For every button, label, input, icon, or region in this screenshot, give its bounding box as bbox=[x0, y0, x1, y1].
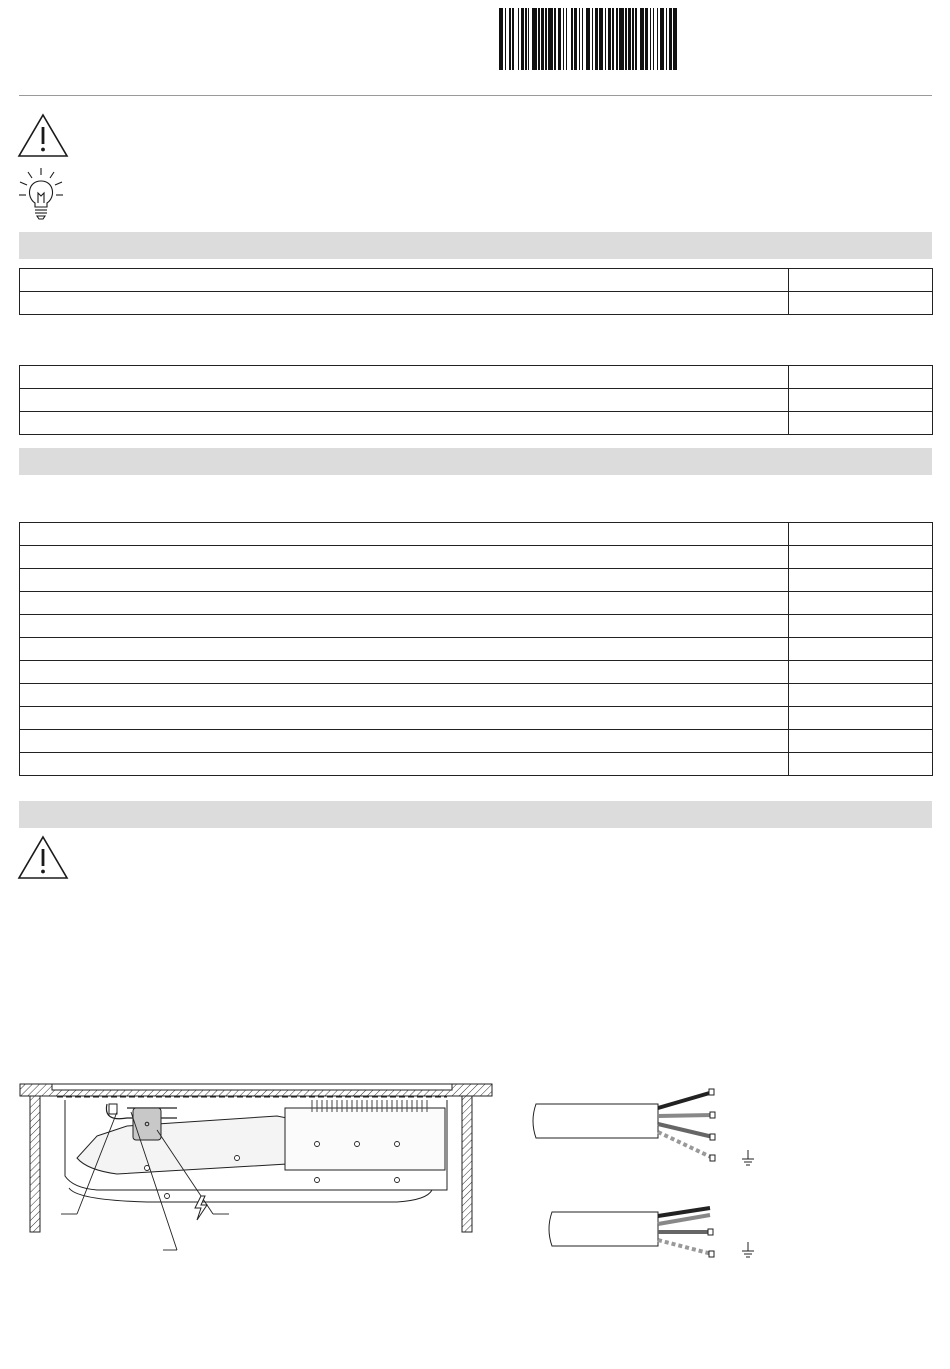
table-cell-label bbox=[20, 753, 789, 776]
table-cell-label bbox=[20, 523, 789, 546]
table-row bbox=[20, 638, 933, 661]
table-cell-label bbox=[20, 389, 789, 412]
table-row bbox=[20, 753, 933, 776]
table-cell-value bbox=[789, 753, 933, 776]
table-cell-label bbox=[20, 569, 789, 592]
lightning-icon bbox=[195, 1196, 207, 1220]
table-row bbox=[20, 684, 933, 707]
cable-2 bbox=[549, 1208, 714, 1257]
table-cell-value bbox=[789, 707, 933, 730]
table-cell-value bbox=[789, 638, 933, 661]
earth-ground-icon bbox=[742, 1242, 754, 1257]
table-cell-value bbox=[789, 569, 933, 592]
header-divider bbox=[19, 95, 932, 96]
table-cell-label bbox=[20, 292, 789, 315]
table-row bbox=[20, 592, 933, 615]
cable-preparation-diagram bbox=[528, 1084, 768, 1264]
table-row bbox=[20, 661, 933, 684]
table-row bbox=[20, 707, 933, 730]
barcode bbox=[499, 8, 677, 70]
spec-table bbox=[19, 522, 933, 776]
section-header-bar bbox=[19, 232, 932, 259]
table-row bbox=[20, 292, 933, 315]
table-row bbox=[20, 523, 933, 546]
table-row bbox=[20, 546, 933, 569]
barcode-bar bbox=[673, 8, 677, 70]
warning-icon bbox=[17, 113, 69, 158]
lightbulb-icon bbox=[18, 167, 64, 221]
cable-1 bbox=[533, 1089, 715, 1161]
table-cell-label bbox=[20, 638, 789, 661]
table-cell-value bbox=[789, 523, 933, 546]
installation-diagram bbox=[17, 1078, 497, 1258]
section-header-bar bbox=[19, 448, 932, 475]
table-cell-value bbox=[789, 615, 933, 638]
table-row bbox=[20, 569, 933, 592]
table-row bbox=[20, 730, 933, 753]
spec-table bbox=[19, 365, 933, 435]
table-cell-value bbox=[789, 412, 933, 435]
spec-table bbox=[19, 268, 933, 315]
table-cell-value bbox=[789, 546, 933, 569]
table-row bbox=[20, 269, 933, 292]
table-cell-label bbox=[20, 366, 789, 389]
table-cell-value bbox=[789, 684, 933, 707]
warning-icon bbox=[17, 835, 69, 880]
table-cell-value bbox=[789, 592, 933, 615]
table-cell-value bbox=[789, 269, 933, 292]
table-cell-label bbox=[20, 269, 789, 292]
table-cell-value bbox=[789, 366, 933, 389]
table-cell-label bbox=[20, 546, 789, 569]
table-cell-value bbox=[789, 730, 933, 753]
table-row bbox=[20, 615, 933, 638]
table-row bbox=[20, 412, 933, 435]
table-row bbox=[20, 389, 933, 412]
earth-ground-icon bbox=[742, 1150, 754, 1165]
table-row bbox=[20, 366, 933, 389]
table-cell-label bbox=[20, 707, 789, 730]
table-cell-value bbox=[789, 389, 933, 412]
table-cell-label bbox=[20, 730, 789, 753]
junction-box bbox=[133, 1108, 161, 1140]
table-cell-value bbox=[789, 661, 933, 684]
table-cell-label bbox=[20, 684, 789, 707]
table-cell-label bbox=[20, 592, 789, 615]
table-cell-label bbox=[20, 412, 789, 435]
table-cell-label bbox=[20, 661, 789, 684]
table-cell-value bbox=[789, 292, 933, 315]
table-cell-label bbox=[20, 615, 789, 638]
section-header-bar bbox=[19, 801, 932, 828]
